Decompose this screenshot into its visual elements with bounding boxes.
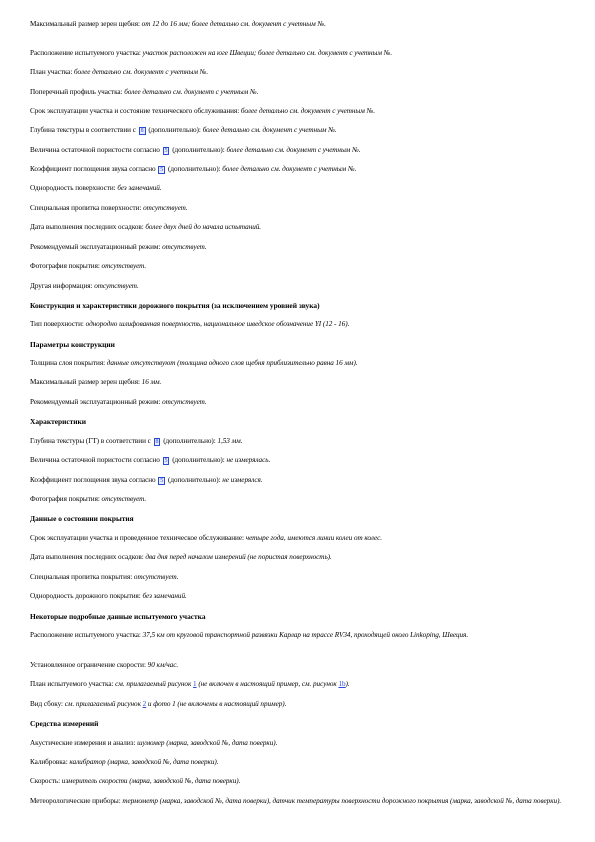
figure-link[interactable]: 2 xyxy=(142,700,147,708)
line-cross-profile: Поперечный профиль участка: более детально см. документ с учетным №. xyxy=(30,88,259,96)
line-texture-depth-2: Глубина текстуры (ГТ) в соответствии с 8 (дополнительно): 1,53 мм. xyxy=(30,437,243,445)
line-speed: Скорость: измеритель скорости (марка, заводской №, дата поверки). xyxy=(30,777,241,785)
line-last-rainfall-2: Дата выполнения последних осадков: два дня перед началом измерений (не пористая поверхность). xyxy=(30,553,332,561)
line-recommended-mode-2: Рекомендуемый эксплуатационный режим: отсутствует. xyxy=(30,398,207,406)
line-side-view: Вид сбоку: см. прилагаемый рисунок 2 и фото 1 (не включены в настоящий пример). xyxy=(30,700,287,708)
reference-link[interactable]: 5 xyxy=(160,478,164,484)
line-uniformity-2: Однородность дорожного покрытия: без замечаний. xyxy=(30,592,187,600)
line-other-info: Другая информация: отсутствует. xyxy=(30,282,139,290)
section-heading-instruments: Средства измерений xyxy=(30,719,99,728)
reference-link[interactable]: 5 xyxy=(160,167,164,173)
line-meteo: Метеорологические приборы: термометр (марка, заводской №, дата поверки), датчик температуры поверхности дорожного покрытия (марка, заводской №, дата поверки). xyxy=(30,797,562,805)
line-recommended-mode: Рекомендуемый эксплуатационный режим: отсутствует. xyxy=(30,243,207,251)
line-texture-depth: Глубина текстуры в соответствии с 8 (дополнительно): более детально см. документ с учетным №. xyxy=(30,126,337,134)
line-calibration: Калибровка: калибратор (марка, заводской №, дата поверки). xyxy=(30,758,219,766)
line-layer-thickness: Толщина слоя покрытия: данные отсутствуют (толщина одного слоя щебня приблизительно равна 16 мм). xyxy=(30,359,358,367)
line-last-rainfall: Дата выполнения последних осадков: более двух дней до начала испытаний. xyxy=(30,223,262,231)
line-service-life: Срок эксплуатации участка и состояние технического обслуживания: более детально см. документ с учетным №. xyxy=(30,107,375,115)
reference-link[interactable]: 8 xyxy=(140,128,144,134)
line-photo: Фотография покрытия: отсутствует. xyxy=(30,262,147,270)
line-photo-2: Фотография покрытия: отсутствует. xyxy=(30,495,147,503)
line-absorption-2: Коэффициент поглощения звука согласно 5 (дополнительно): не измерялся. xyxy=(30,476,263,484)
section-heading-test-section: Некоторые подробные данные испытуемого участка xyxy=(30,612,206,621)
section-heading-condition: Данные о состоянии покрытия xyxy=(30,514,134,523)
line-max-grain-size: Максимальный размер зерен щебня: от 12 до 16 мм; более детально см. документ с учетным №. xyxy=(30,20,326,28)
reference-link[interactable]: 5 xyxy=(164,458,168,464)
figure-link[interactable]: 1b xyxy=(338,680,346,688)
line-section-location: Расположение испытуемого участка: участок расположен на юге Швеции; более детально см. документ с учетным №. xyxy=(30,49,393,57)
figure-link[interactable]: 1 xyxy=(193,680,197,688)
line-test-plan: План испытуемого участка: см. прилагаемый рисунок 1 (не включен в настоящий пример, см. рисунок 1b). xyxy=(30,680,350,688)
section-heading-design-params: Параметры конструкции xyxy=(30,340,115,349)
line-acoustic: Акустические измерения и анализ: шумомер (марка, заводской №, дата поверки). xyxy=(30,739,278,747)
line-special-impregnation: Специальная пропитка поверхности: отсутствует. xyxy=(30,204,188,212)
section-heading-characteristics: Характеристики xyxy=(30,417,87,426)
line-section-plan: План участка: более детально см. документ с учетным №. xyxy=(30,68,209,76)
section-heading-construction: Конструкция и характеристики дорожного покрытия (за исключением уровней звука) xyxy=(30,301,320,310)
line-service-life-2: Срок эксплуатации участка и проведенное техническое обслуживание: четыре года, имеются линии колеи от колес. xyxy=(30,534,382,542)
line-residual-porosity: Величина остаточной пористости согласно 5 (дополнительно): более детально см. документ с учетным №. xyxy=(30,146,361,154)
line-surface-type: Тип поверхности: однородно шлифованная поверхность, национальное шведское обозначение YI (12 - 16). xyxy=(30,320,350,328)
reference-link[interactable]: 5 xyxy=(164,148,168,154)
line-test-location: Расположение испытуемого участка: 37,5 км от круговой транспортной развязки Карлар на трассе RV34, проходящей около Linkoping, Швеция. xyxy=(30,631,469,639)
line-porosity-2: Величина остаточной пористости согласно 5 (дополнительно): не измерялась. xyxy=(30,456,271,464)
reference-link[interactable]: 8 xyxy=(155,439,159,445)
line-sound-absorption: Коэффициент поглощения звука согласно 5 (дополнительно): более детально см. документ с учетным №. xyxy=(30,165,357,173)
line-impregnation-2: Специальная пропитка покрытия: отсутствует. xyxy=(30,573,179,581)
line-max-grain: Максимальный размер зерен щебня: 16 мм. xyxy=(30,378,162,386)
line-surface-uniformity: Однородность поверхности: без замечаний. xyxy=(30,184,162,192)
line-speed-limit: Установленное ограничение скорости: 90 км/час. xyxy=(30,661,179,669)
